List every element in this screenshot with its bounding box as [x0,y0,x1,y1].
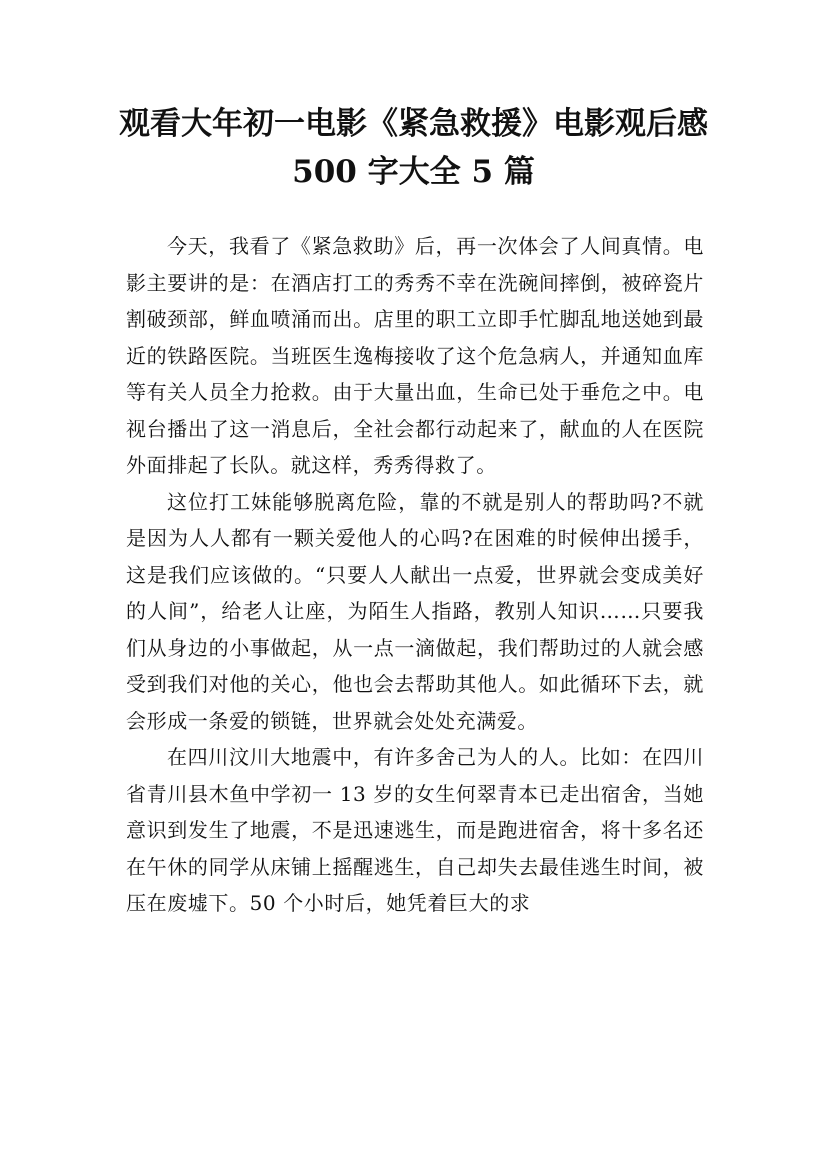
document-title-line-2: 500 字大全 5 篇 [292,154,535,190]
paragraph-3: 在四川汶川大地震中，有许多舍己为人的人。比如：在四川省青川县木鱼中学初一 13 岁的女生何翠青本已走出宿舍，当她意识到发生了地震，不是迅速逃生，而是跑进宿舍，将十多名还在午休的同学从床铺上摇醒逃生，自己却失去最佳逃生时间，被压在废墟下。50 个小时后，她凭着巨大的求 [126,745,704,915]
paragraph-2: 这位打工妹能够脱离危险，靠的不就是别人的帮助吗?不就是因为人人都有一颗关爱他人的心吗?在困难的时候伸出援手，这是我们应该做的。“只要人人献出一点爱，世界就会变成美好的人间”，给老人让座，为陌生人指路，教别人知识……只要我们从身边的小事做起，从一点一滴做起，我们帮助过的人就会感受到我们对他的关心，他也会去帮助其他人。如此循环下去，就会形成一条爱的锁链，世界就会处处充满爱。 [126,489,704,733]
document-title-line-1: 观看大年初一电影《紧急救援》电影观后感 [119,106,708,142]
document-title [110,100,717,196]
paragraph-1: 今天，我看了《紧急救助》后，再一次体会了人间真情。电影主要讲的是：在酒店打工的秀秀不幸在洗碗间摔倒，被碎瓷片割破颈部，鲜血喷涌而出。店里的职工立即手忙脚乱地送她到最近的铁路医院。当班医生逸梅接收了这个危急病人，并通知血库等有关人员全力抢救。由于大量出血，生命已处于垂危之中。电视台播出了这一消息后，全社会都行动起来了，献血的人在医院外面排起了长队。就这样，秀秀得救了。 [126,234,704,477]
document-body [126,228,704,922]
